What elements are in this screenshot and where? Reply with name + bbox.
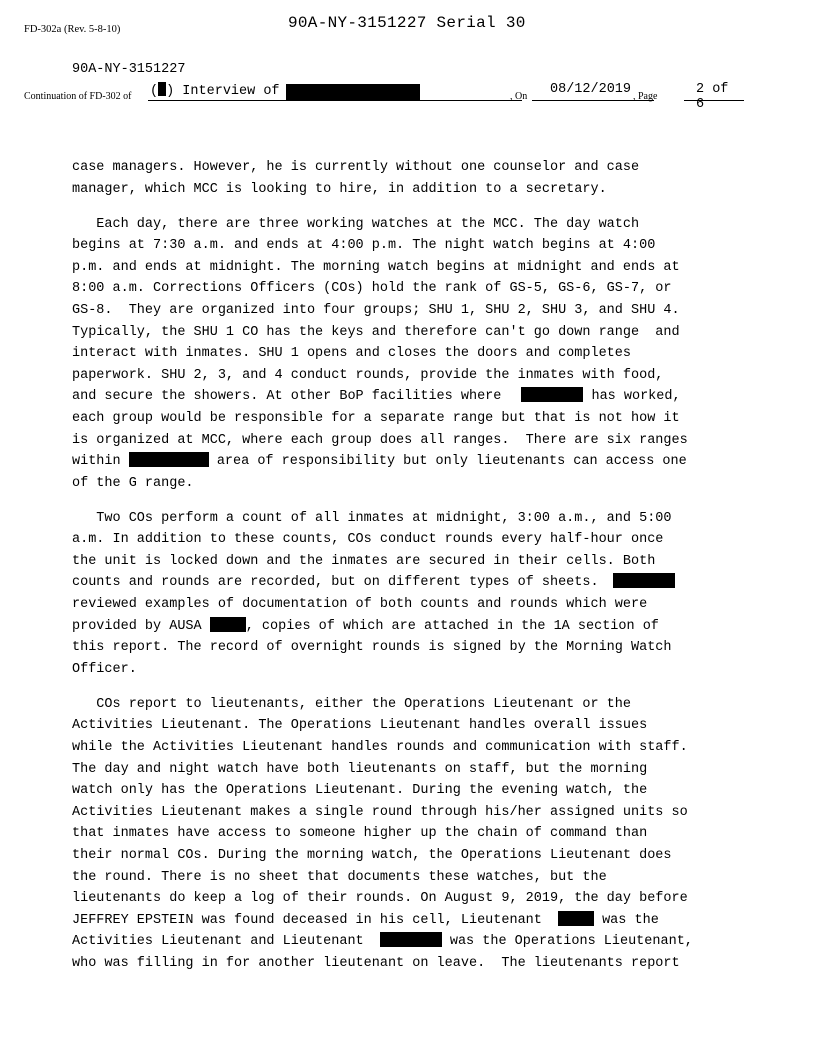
text-line: case managers. However, he is currently without one counselor and case [72,160,640,175]
text-line: their normal COs. During the morning watch, the Operations Lieutenant does [72,847,672,863]
text-line: Each day, there are three working watches at the MCC. The day watch [72,216,640,232]
text-line: that inmates have access to someone higher up the chain of command than [72,826,648,842]
text-line: begins at 7:30 a.m. and ends at 4:00 p.m. The night watch begins at 4:00 [72,238,656,254]
text-fragment: JEFFREY EPSTEIN was found deceased in his cell, Lieutenant [72,912,550,928]
text-line: Activities Lieutenant. The Operations Lieutenant handles overall issues [72,718,648,734]
redaction [613,573,675,588]
text-line: the round. There is no sheet that documents these watches, but the [72,869,607,885]
text-line: this report. The record of overnight rounds is signed by the Morning Watch [72,640,672,656]
interview-prefix: ( [150,84,159,99]
text-line [72,451,752,473]
text-fragment: within [72,454,129,470]
text-line: COs report to lieutenants, either the Operations Lieutenant or the [72,696,631,712]
redaction [558,911,594,926]
text-line: reviewed examples of documentation of both counts and rounds which were [72,597,648,613]
text-fragment: counts and rounds are recorded, but on different types of sheets. [72,575,599,591]
text-line: each group would be responsible for a separate range but that is not how it [72,410,680,426]
text-fragment: has worked, [583,389,681,405]
text-line [72,616,752,638]
text-line: Two COs perform a count of all inmates at midnight, 3:00 a.m., and 5:00 [72,510,672,526]
case-number: 90A-NY-3151227 [72,62,186,77]
text-line: GS-8. They are organized into four groups; SHU 1, SHU 2, SHU 3, and SHU 4. [72,302,680,318]
text-fragment: area of responsibility but only lieutenants can access one [208,454,687,470]
text-line: of the G range. [72,475,194,491]
text-fragment: , copies of which are attached in the 1A section of [245,618,659,634]
document-body [72,157,752,975]
page-value: 2 of 6 [696,82,729,112]
redaction [158,82,166,96]
text-line: the unit is locked down and the inmates are secured in their cells. Both [72,553,656,569]
text-line [72,910,752,932]
text-line: manager, which MCC is looking to hire, in addition to a secretary. [72,181,607,197]
text-line [72,386,752,408]
text-line: p.m. and ends at midnight. The morning watch begins at midnight and ends at [72,259,680,275]
continuation-label: Continuation of FD-302 of [24,91,132,102]
interview-label: ) Interview of [166,84,280,99]
interview-text [150,82,280,99]
interview-field [148,84,522,101]
page-label: , Page [633,91,658,102]
page-field [684,82,744,112]
text-line: interact with inmates. SHU 1 opens and closes the doors and completes [72,346,631,362]
paragraph-2 [72,214,752,495]
form-id: FD-302a (Rev. 5-8-10) [24,24,121,35]
date-value: 08/12/2019 [550,82,632,97]
text-line: Typically, the SHU 1 CO has the keys and therefore can't go down range and [72,324,680,340]
redaction [210,617,246,632]
text-fragment: was the [593,912,659,928]
paragraph-3 [72,508,752,681]
text-line: while the Activities Lieutenant handles rounds and communication with staff. [72,740,688,756]
text-line: Activities Lieutenant makes a single round through his/her assigned units so [72,804,688,820]
redaction [286,84,420,100]
text-fragment: provided by AUSA [72,618,210,634]
paragraph-4 [72,694,752,975]
text-line: paperwork. SHU 2, 3, and 4 conduct rounds, provide the inmates with food, [72,367,664,383]
redaction [521,387,583,402]
text-line: is organized at MCC, where each group does all ranges. There are six ranges [72,432,688,448]
text-line: watch only has the Operations Lieutenant. During the evening watch, the [72,783,648,799]
text-line: lieutenants do keep a log of their rounds. On August 9, 2019, the day before [72,891,688,907]
text-line: who was filling in for another lieutenant on leave. The lieutenants report [72,955,680,971]
continuation-row [24,82,744,112]
text-line [72,572,752,594]
text-line: a.m. In addition to these counts, COs conduct rounds every half-hour once [72,532,664,548]
redaction [380,932,442,947]
serial-number: 90A-NY-3151227 Serial 30 [288,14,526,32]
text-fragment: and secure the showers. At other BoP facilities where [72,389,502,405]
text-line: Officer. [72,661,137,677]
paragraph-1 [72,157,752,200]
redaction [129,452,209,467]
text-fragment: Activities Lieutenant and Lieutenant [72,934,372,950]
text-line [72,931,752,953]
text-line: The day and night watch have both lieutenants on staff, but the morning [72,761,648,777]
text-line: 8:00 a.m. Corrections Officers (COs) hold the rank of GS-5, GS-6, GS-7, or [72,281,672,297]
on-label: , On [510,91,528,102]
text-fragment: was the Operations Lieutenant, [441,934,693,950]
